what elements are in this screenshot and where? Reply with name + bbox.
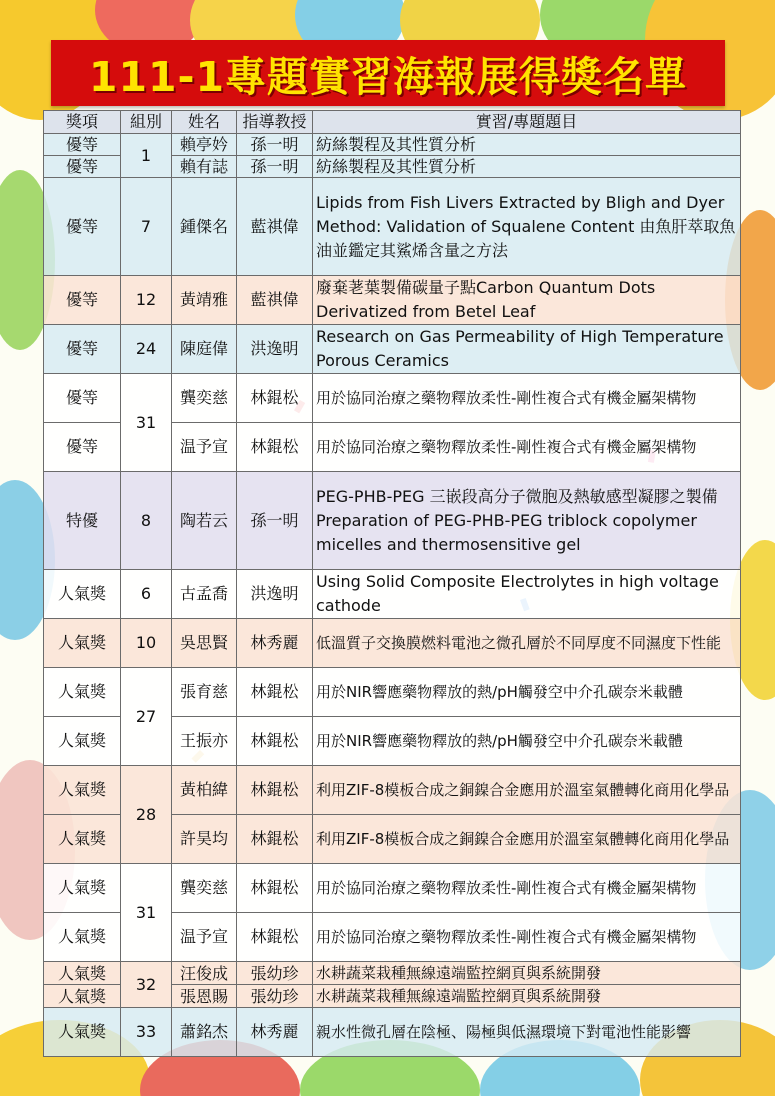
name-cell: 龔奕慈: [172, 864, 237, 913]
name-cell: 温予宣: [172, 913, 237, 962]
name-cell: 王振亦: [172, 717, 237, 766]
name-cell: 陳庭偉: [172, 325, 237, 374]
name-cell: 張育慈: [172, 668, 237, 717]
name-cell: 賴有誌: [172, 156, 237, 178]
header-group: 組別: [121, 111, 172, 134]
advisor-cell: 林錕松: [237, 864, 313, 913]
group-cell: 12: [121, 276, 172, 325]
topic-cell: 用於協同治療之藥物釋放柔性-剛性複合式有機金屬架構物: [313, 423, 741, 472]
table-row: [44, 472, 741, 570]
topic-cell: 用於協同治療之藥物釋放柔性-剛性複合式有機金屬架構物: [313, 374, 741, 423]
advisor-cell: 孫一明: [237, 472, 313, 570]
advisor-cell: 藍祺偉: [237, 178, 313, 276]
topic-cell: 水耕蔬菜栽種無線遠端監控網頁與系統開發: [313, 962, 741, 985]
group-cell: 24: [121, 325, 172, 374]
award-cell: 人氣獎: [44, 815, 121, 864]
table-row: [44, 276, 741, 325]
group-cell: 10: [121, 619, 172, 668]
advisor-cell: 洪逸明: [237, 325, 313, 374]
table-row: [44, 325, 741, 374]
table-row: [44, 570, 741, 619]
name-cell: 張恩賜: [172, 985, 237, 1008]
topic-cell: 親水性微孔層在陰極、陽極與低濕環境下對電池性能影響: [313, 1008, 741, 1057]
table-row: [44, 962, 741, 985]
topic-cell: 紡絲製程及其性質分析: [313, 156, 741, 178]
award-cell: 人氣獎: [44, 570, 121, 619]
award-cell: 優等: [44, 423, 121, 472]
award-cell: 人氣獎: [44, 717, 121, 766]
name-cell: 許昊均: [172, 815, 237, 864]
table-row: [44, 134, 741, 156]
group-cell: 1: [121, 134, 172, 178]
topic-cell: 利用ZIF-8模板合成之銅鎳合金應用於溫室氣體轉化商用化學品: [313, 815, 741, 864]
award-cell: 優等: [44, 325, 121, 374]
header-topic: 實習/專題題目: [313, 111, 741, 134]
award-cell: 人氣獎: [44, 1008, 121, 1057]
group-cell: 32: [121, 962, 172, 1008]
topic-cell: 低溫質子交換膜燃料電池之微孔層於不同厚度不同濕度下性能: [313, 619, 741, 668]
advisor-cell: 林錕松: [237, 717, 313, 766]
advisor-cell: 張幼珍: [237, 962, 313, 985]
page-title: 111-1專題實習海報展得獎名單: [88, 52, 688, 101]
award-cell: 優等: [44, 374, 121, 423]
group-cell: 31: [121, 864, 172, 962]
name-cell: 温予宣: [172, 423, 237, 472]
topic-cell: Using Solid Composite Electrolytes in high voltage cathode: [313, 570, 741, 619]
name-cell: 黃靖雅: [172, 276, 237, 325]
group-cell: 31: [121, 374, 172, 472]
topic-cell: Lipids from Fish Livers Extracted by Bligh and Dyer Method: Validation of Squalene Content 由魚肝萃取魚油並鑑定其鯊烯含量之方法: [313, 178, 741, 276]
name-cell: 鍾傑名: [172, 178, 237, 276]
award-cell: 優等: [44, 134, 121, 156]
topic-cell: 用於NIR響應藥物釋放的熱/pH觸發空中介孔碳奈米載體: [313, 668, 741, 717]
name-cell: 吳思賢: [172, 619, 237, 668]
advisor-cell: 林秀麗: [237, 619, 313, 668]
advisor-cell: 洪逸明: [237, 570, 313, 619]
advisor-cell: 林錕松: [237, 374, 313, 423]
topic-cell: Research on Gas Permeability of High Temperature Porous Ceramics: [313, 325, 741, 374]
table-row: [44, 374, 741, 423]
table-row: [44, 178, 741, 276]
header-award: 獎項: [44, 111, 121, 134]
name-cell: 黃柏緯: [172, 766, 237, 815]
award-cell: 人氣獎: [44, 985, 121, 1008]
advisor-cell: 林錕松: [237, 913, 313, 962]
award-cell: 優等: [44, 276, 121, 325]
advisor-cell: 藍祺偉: [237, 276, 313, 325]
awards-table: [43, 110, 741, 1057]
title-banner: [51, 40, 725, 106]
group-cell: 6: [121, 570, 172, 619]
award-cell: 優等: [44, 178, 121, 276]
topic-cell: 用於協同治療之藥物釋放柔性-剛性複合式有機金屬架構物: [313, 913, 741, 962]
table-header-row: [44, 111, 741, 134]
advisor-cell: 林錕松: [237, 423, 313, 472]
table-row: [44, 619, 741, 668]
award-cell: 特優: [44, 472, 121, 570]
group-cell: 8: [121, 472, 172, 570]
award-cell: 人氣獎: [44, 619, 121, 668]
name-cell: 蕭銘杰: [172, 1008, 237, 1057]
table-row: [44, 668, 741, 717]
advisor-cell: 孫一明: [237, 156, 313, 178]
table-row: [44, 1008, 741, 1057]
group-cell: 7: [121, 178, 172, 276]
advisor-cell: 孫一明: [237, 134, 313, 156]
advisor-cell: 張幼珍: [237, 985, 313, 1008]
topic-cell: 水耕蔬菜栽種無線遠端監控網頁與系統開發: [313, 985, 741, 1008]
topic-cell: PEG-PHB-PEG 三嵌段高分子微胞及熱敏感型凝膠之製備 Preparation of PEG-PHB-PEG triblock copolymer micelles and thermosensitive gel: [313, 472, 741, 570]
name-cell: 古孟喬: [172, 570, 237, 619]
topic-cell: 紡絲製程及其性質分析: [313, 134, 741, 156]
award-cell: 人氣獎: [44, 913, 121, 962]
table-row: [44, 864, 741, 913]
header-name: 姓名: [172, 111, 237, 134]
topic-cell: 廢棄荖葉製備碳量子點Carbon Quantum Dots Derivatized from Betel Leaf: [313, 276, 741, 325]
advisor-cell: 林錕松: [237, 766, 313, 815]
name-cell: 賴亭妗: [172, 134, 237, 156]
topic-cell: 利用ZIF-8模板合成之銅鎳合金應用於溫室氣體轉化商用化學品: [313, 766, 741, 815]
name-cell: 陶若云: [172, 472, 237, 570]
header-advisor: 指導教授: [237, 111, 313, 134]
advisor-cell: 林秀麗: [237, 1008, 313, 1057]
group-cell: 28: [121, 766, 172, 864]
group-cell: 33: [121, 1008, 172, 1057]
group-cell: 27: [121, 668, 172, 766]
award-cell: 人氣獎: [44, 668, 121, 717]
table-row: [44, 766, 741, 815]
advisor-cell: 林錕松: [237, 668, 313, 717]
award-cell: 優等: [44, 156, 121, 178]
topic-cell: 用於NIR響應藥物釋放的熱/pH觸發空中介孔碳奈米載體: [313, 717, 741, 766]
topic-cell: 用於協同治療之藥物釋放柔性-剛性複合式有機金屬架構物: [313, 864, 741, 913]
advisor-cell: 林錕松: [237, 815, 313, 864]
award-cell: 人氣獎: [44, 962, 121, 985]
award-cell: 人氣獎: [44, 864, 121, 913]
name-cell: 汪俊成: [172, 962, 237, 985]
award-cell: 人氣獎: [44, 766, 121, 815]
name-cell: 龔奕慈: [172, 374, 237, 423]
